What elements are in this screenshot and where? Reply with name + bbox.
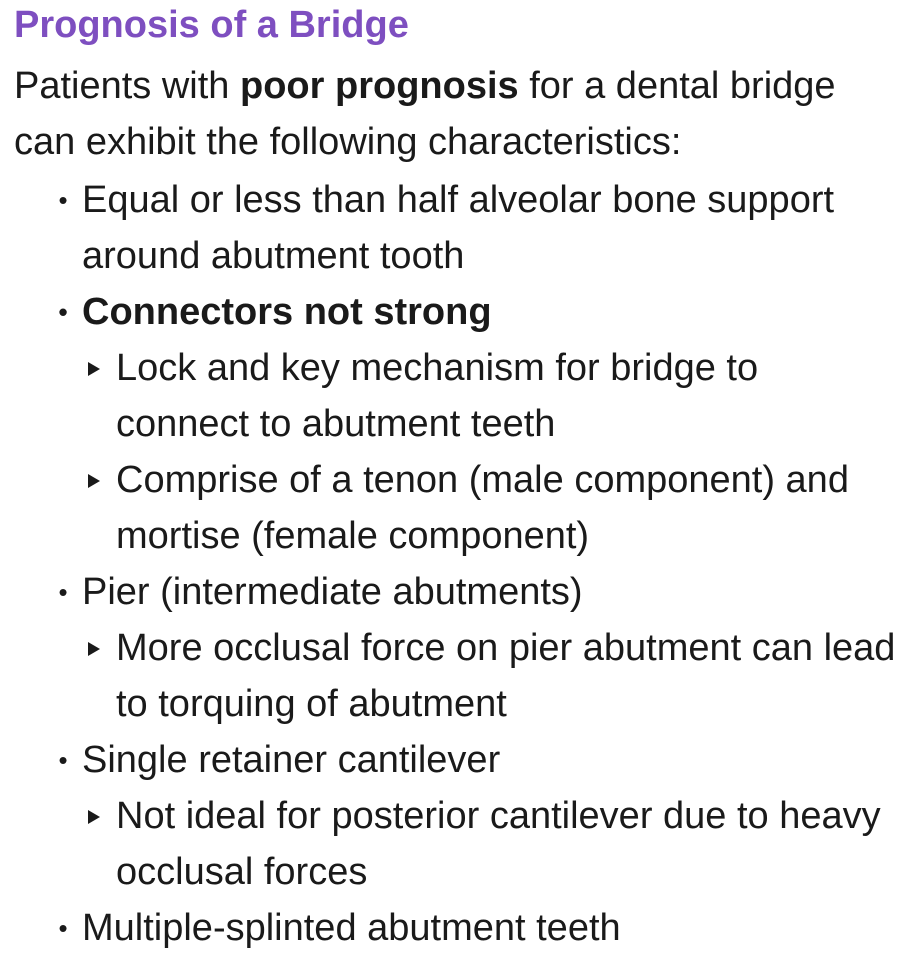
bullet-icon: • [58,297,68,327]
bullet-icon: • [58,745,68,775]
list-item [0,564,882,620]
sub-list-item-text: More occlusal force on pier abutment can lead to torquing of abutment [116,627,896,725]
sub-list-item [0,340,896,452]
bullet-icon: • [58,185,68,215]
intro-paragraph [14,58,894,170]
characteristics-list [0,172,906,956]
sub-list-item-text: Not ideal for posterior cantilever due to heavy occlusal forces [116,795,881,893]
bullet-icon: • [58,577,68,607]
list-item-text: Multiple-splinted abutment teeth [82,907,621,949]
slide-title: Prognosis of a Bridge [14,4,409,46]
sub-list-item-text: Comprise of a tenon (male component) and mortise (female component) [116,459,849,557]
list-item-text: Equal or less than half alveolar bone support around abutment tooth [82,179,835,277]
sub-list-item-text: Lock and key mechanism for bridge to connect to abutment teeth [116,347,759,445]
intro-text-end: for a dental bridge can exhibit the following characteristics: [14,65,836,163]
sub-list-item [0,620,896,732]
intro-text-start: Patients with [14,65,240,107]
intro-bold-phrase: poor prognosis [240,65,519,107]
bullet-icon: • [58,913,68,943]
list-item-text: Connectors not strong [82,291,492,333]
list-item [0,284,882,340]
triangle-bullet-icon [88,362,100,376]
list-item [0,172,882,284]
sub-list-item [0,452,896,564]
list-item-text: Pier (intermediate abutments) [82,571,583,613]
triangle-bullet-icon [88,642,100,656]
triangle-bullet-icon [88,474,100,488]
list-item-text: Single retainer cantilever [82,739,501,781]
list-item [0,900,882,956]
sub-list-item [0,788,896,900]
list-item [0,732,882,788]
triangle-bullet-icon [88,810,100,824]
